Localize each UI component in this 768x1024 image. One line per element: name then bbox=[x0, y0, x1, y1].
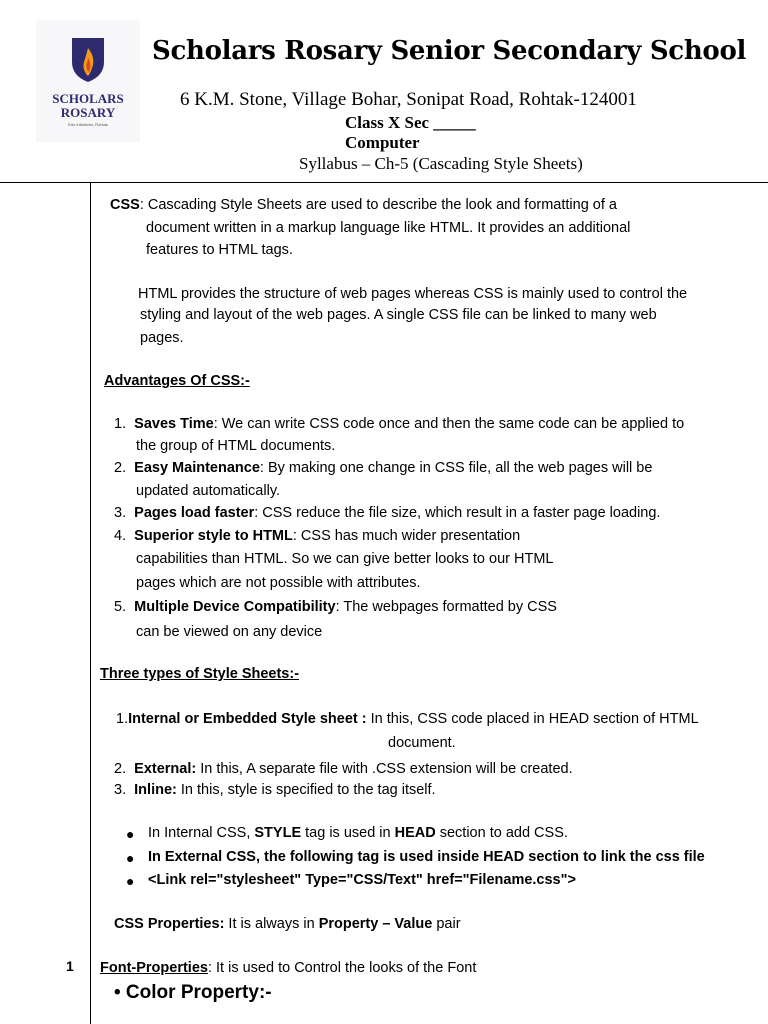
item-text: In this, style is specified to the tag itself. bbox=[176, 782, 436, 798]
item-number: 2. bbox=[114, 761, 127, 777]
intro-para-line3: pages. bbox=[140, 330, 184, 346]
item-number: 1. bbox=[114, 416, 127, 432]
item-number: 1. bbox=[116, 711, 129, 727]
font-properties-text: : It is used to Control the looks of the Font bbox=[207, 960, 477, 976]
css-definition-line2: document written in a markup language like HTML. It provides an additional bbox=[146, 220, 631, 236]
item-number: 2. bbox=[114, 460, 127, 476]
item-text: In this, CSS code placed in HEAD section of HTML bbox=[366, 711, 699, 727]
properties-text: pair bbox=[432, 916, 461, 932]
css-term: CSS bbox=[110, 197, 140, 213]
color-property-heading: • Color Property:- bbox=[114, 982, 272, 1003]
item-term: Pages load faster bbox=[134, 505, 255, 521]
item-number: 5. bbox=[114, 599, 127, 615]
bullet-text: section to add CSS. bbox=[435, 825, 568, 841]
item-term: Multiple Device Compatibility bbox=[134, 599, 336, 615]
css-properties-line bbox=[114, 913, 461, 936]
page-number: 1 bbox=[66, 958, 74, 974]
header-divider bbox=[0, 182, 768, 183]
item-term: Internal or Embedded Style sheet : bbox=[128, 711, 367, 727]
item-term: Saves Time bbox=[134, 416, 214, 432]
properties-term: CSS Properties: bbox=[114, 916, 225, 932]
css-def-text: : Cascading Style Sheets are used to describe the look and formatting of a bbox=[139, 197, 617, 213]
advantage-item-2 bbox=[114, 457, 652, 480]
css-definition-line1 bbox=[110, 194, 617, 217]
logo-name-line1: SCHOLARS bbox=[52, 91, 124, 106]
type-item-2 bbox=[114, 758, 573, 781]
item-number: 3. bbox=[114, 782, 127, 798]
advantage-item-4-cont2: pages which are not possible with attributes. bbox=[136, 575, 421, 591]
advantage-item-3 bbox=[114, 502, 660, 525]
logo-name bbox=[36, 92, 140, 120]
bullet-text: tag is used in bbox=[301, 825, 395, 841]
class-line: Class X Sec _____ bbox=[345, 113, 476, 132]
type-item-3 bbox=[114, 779, 436, 802]
logo-tagline: Edu Initiatives, Rohtak bbox=[68, 122, 108, 127]
intro-para-line1: HTML provides the structure of web pages whereas CSS is mainly used to control the bbox=[138, 286, 688, 302]
school-logo bbox=[36, 20, 140, 142]
advantage-item-1 bbox=[114, 413, 684, 436]
bullet-external-css: In External CSS, the following tag is used inside HEAD section to link the css file bbox=[148, 849, 705, 865]
item-text: : We can write CSS code once and then the same code can be applied to bbox=[213, 416, 685, 432]
advantage-item-4-cont1: capabilities than HTML. So we can give better looks to our HTML bbox=[136, 551, 554, 567]
font-properties-term: Font-Properties bbox=[100, 960, 208, 976]
bullet-text: In Internal CSS, bbox=[148, 825, 255, 841]
bullet-bold-style: STYLE bbox=[254, 825, 302, 841]
properties-text: It is always in bbox=[224, 916, 319, 932]
item-text: : The webpages formatted by CSS bbox=[335, 599, 557, 615]
bullet-icon: ● bbox=[126, 826, 135, 842]
item-text: : CSS reduce the file size, which result in a faster page loading. bbox=[254, 505, 661, 521]
font-properties-line bbox=[100, 957, 476, 980]
css-definition-line3: features to HTML tags. bbox=[146, 242, 293, 258]
bullet-bold-head: HEAD bbox=[394, 825, 436, 841]
item-number: 3. bbox=[114, 505, 127, 521]
margin-rule bbox=[90, 183, 91, 1024]
item-term: External: bbox=[134, 761, 197, 777]
advantage-item-5-cont: can be viewed on any device bbox=[136, 624, 323, 640]
advantage-item-2-cont: updated automatically. bbox=[136, 483, 281, 499]
type-item-1-cont: document. bbox=[388, 735, 456, 751]
bullet-icon: ● bbox=[126, 850, 135, 866]
bullet-icon: ● bbox=[126, 873, 135, 889]
advantage-item-4 bbox=[114, 525, 520, 548]
page-header bbox=[0, 0, 768, 182]
advantage-item-5 bbox=[114, 596, 557, 619]
bullet-link-tag: <Link rel="stylesheet" Type="CSS/Text" href="Filename.css"> bbox=[148, 872, 576, 888]
properties-bold: Property – Value bbox=[318, 916, 433, 932]
item-term: Easy Maintenance bbox=[134, 460, 260, 476]
subject-line: Computer bbox=[345, 133, 420, 152]
school-address: 6 K.M. Stone, Village Bohar, Sonipat Road, Rohtak-124001 bbox=[180, 89, 637, 110]
shield-flame-icon bbox=[68, 34, 108, 84]
advantage-item-1-cont: the group of HTML documents. bbox=[136, 438, 336, 454]
bullet-internal-css bbox=[148, 822, 568, 845]
item-text: In this, A separate file with .CSS extension will be created. bbox=[196, 761, 573, 777]
syllabus-line: Syllabus – Ch-5 (Cascading Style Sheets) bbox=[299, 154, 583, 173]
advantages-heading: Advantages Of CSS:- bbox=[104, 373, 250, 389]
logo-name-line2: ROSARY bbox=[60, 105, 116, 120]
intro-para-line2: styling and layout of the web pages. A single CSS file can be linked to many web bbox=[140, 307, 657, 323]
school-name: Scholars Rosary Senior Secondary School bbox=[152, 36, 747, 66]
item-number: 4. bbox=[114, 528, 127, 544]
item-term: Inline: bbox=[134, 782, 177, 798]
item-text: : CSS has much wider presentation bbox=[292, 528, 521, 544]
types-heading: Three types of Style Sheets:- bbox=[100, 666, 300, 682]
item-text: : By making one change in CSS file, all the web pages will be bbox=[259, 460, 653, 476]
item-term: Superior style to HTML bbox=[134, 528, 293, 544]
type-item-1 bbox=[116, 708, 699, 731]
